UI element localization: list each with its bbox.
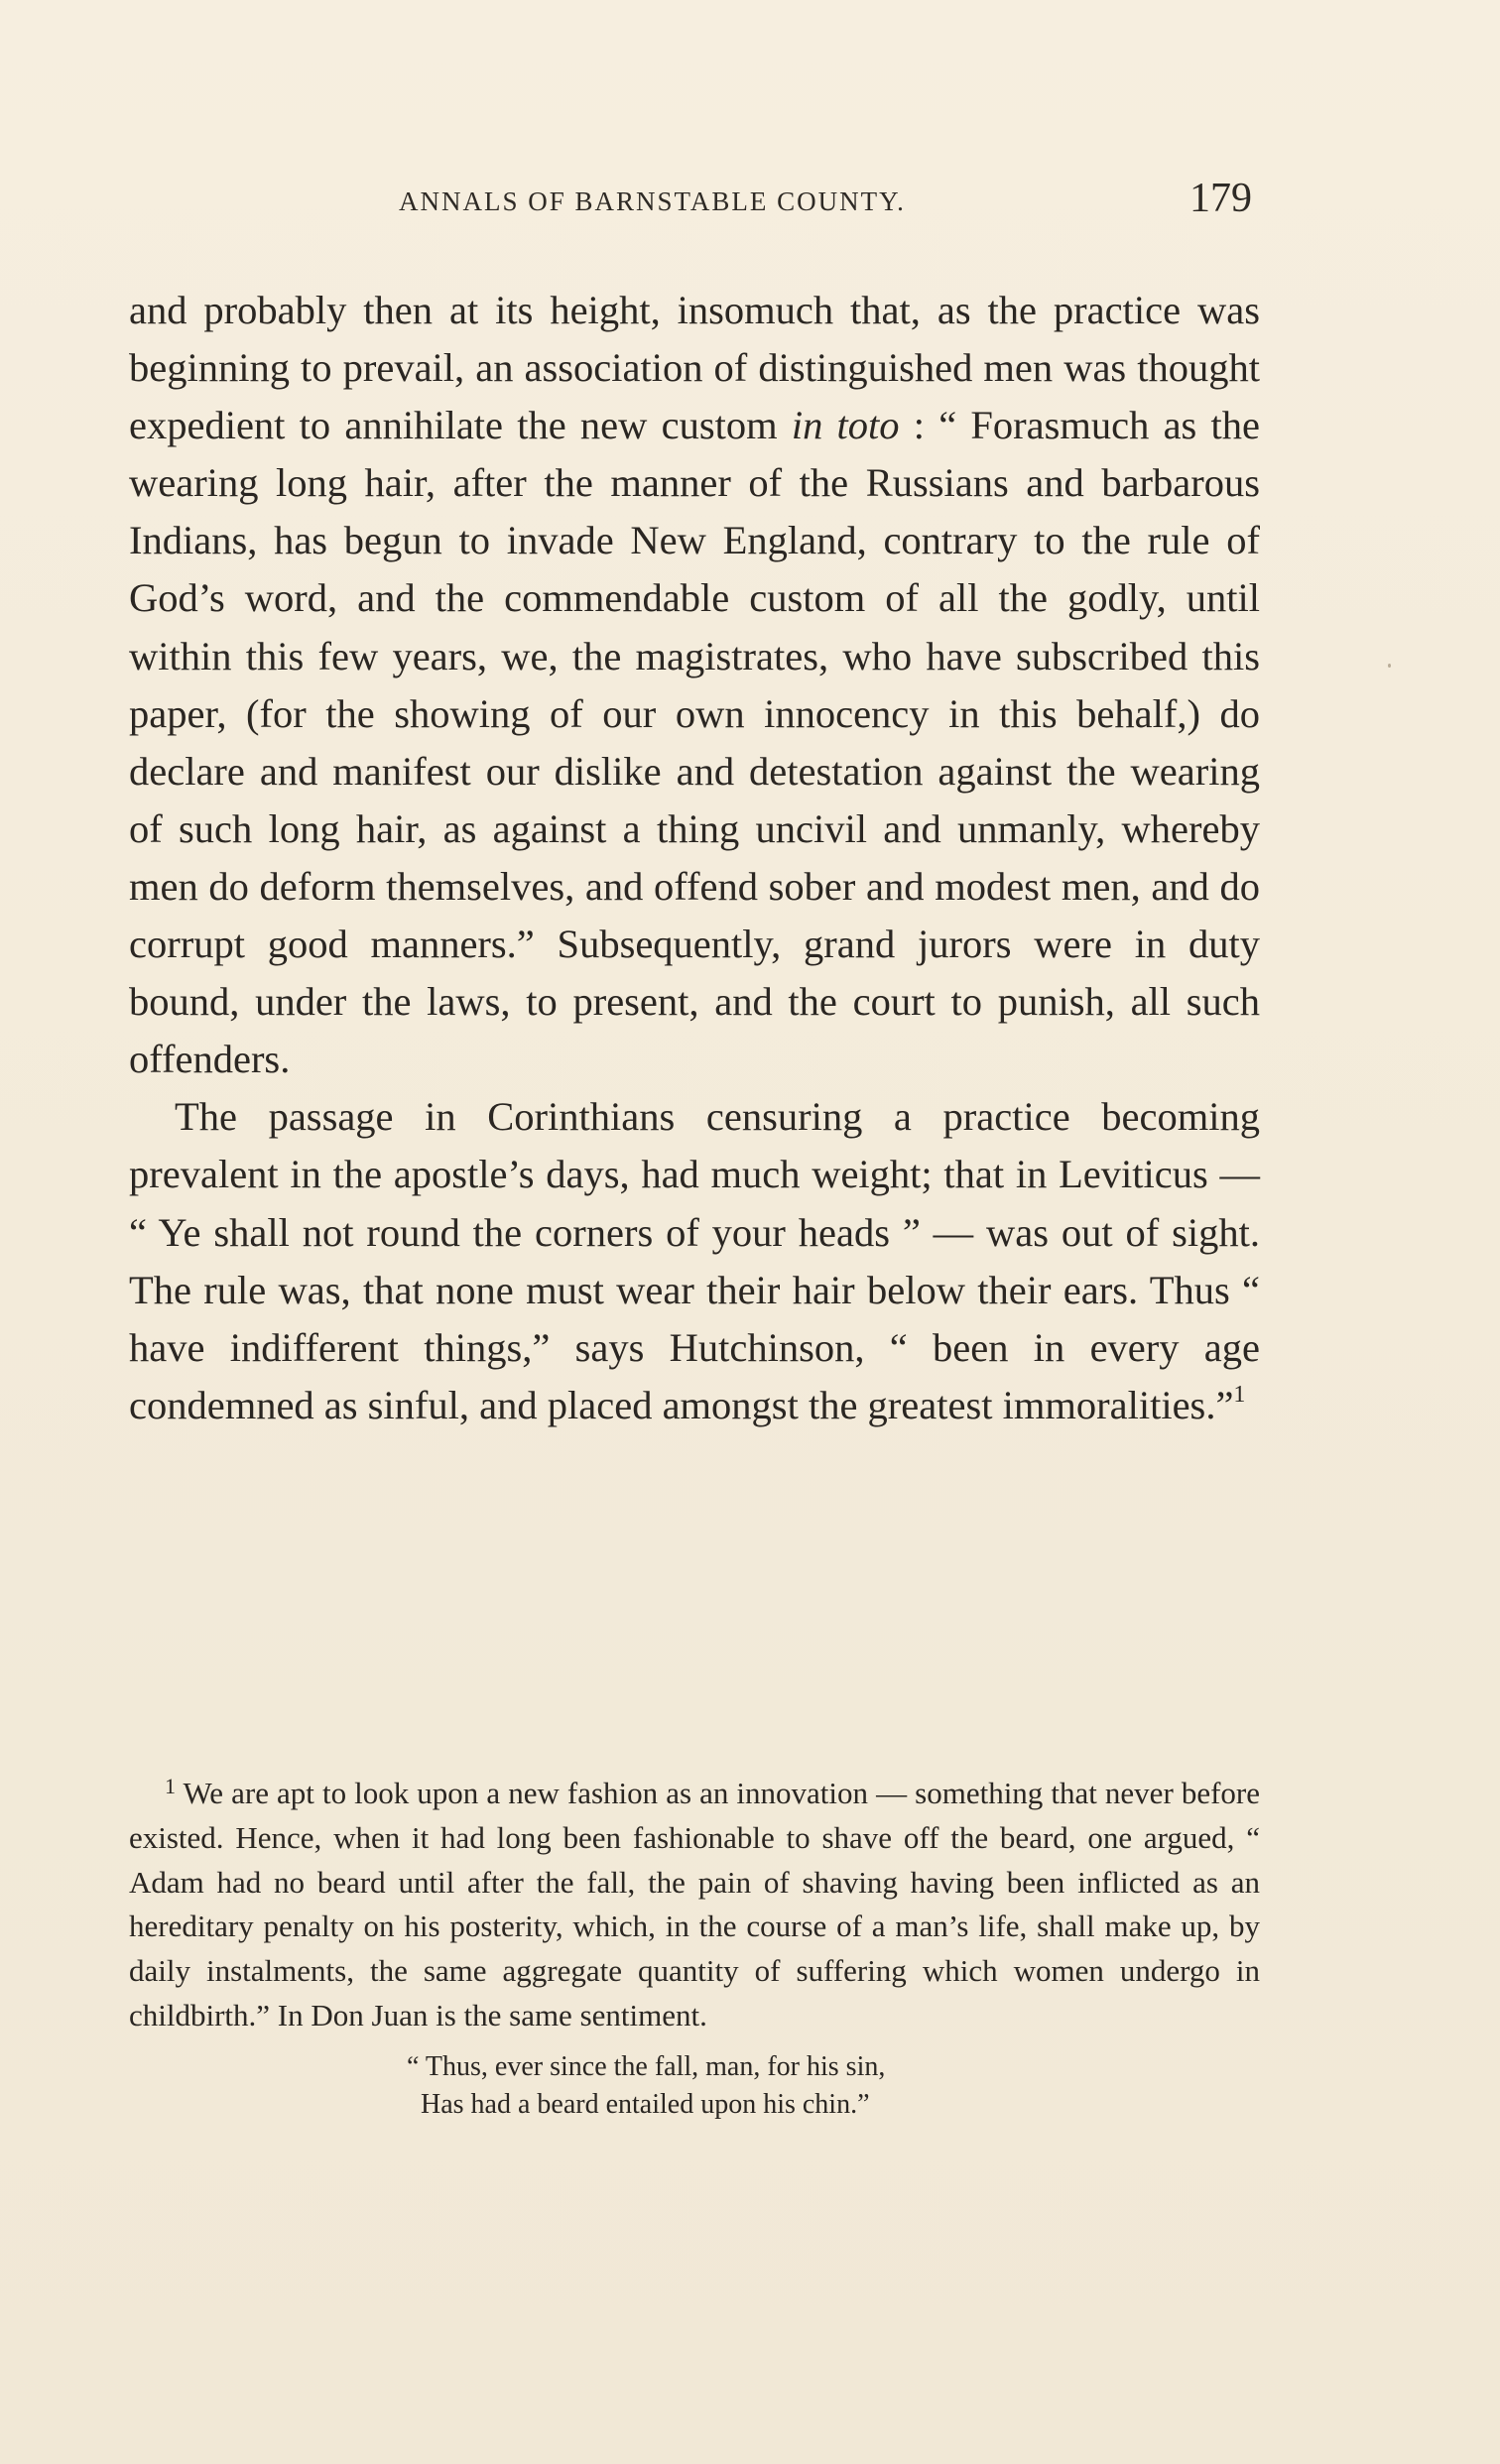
- paper-speck: [1388, 664, 1391, 668]
- footnote-section: [129, 1772, 1260, 2124]
- footnote-1-text: We are apt to look upon a new fashion as an innovation — something that never before existed. Hence, when it had long been fashionable to shave off the beard, one argued, “ Adam had no beard until after the fall, the pain of shaving having been inflicted as an hereditary penalty on his posterity, which, in the course of a man’s life, shall make up, by daily instalments, the same aggregate quantity of suffering which women undergo in childbirth.” In Don Juan is the same sentiment.: [129, 1776, 1260, 2033]
- main-text: [129, 282, 1260, 1434]
- paragraph-2: [129, 1088, 1260, 1434]
- footnote-reference: 1: [1233, 1381, 1246, 1408]
- footnote-1: [129, 1772, 1260, 2038]
- italic-phrase: in toto: [791, 403, 900, 448]
- verse-line-1: “ Thus, ever since the fall, man, for his sin,: [407, 2050, 886, 2082]
- verse-line-2: Has had a beard entailed upon his chin.”: [421, 2088, 870, 2120]
- paragraph-1: [129, 282, 1260, 1088]
- paragraph-1-text-end: : “ Forasmuch as the wearing long hair, after the manner of the Russians and barbarous Indians, has begun to invade New England, contrary to the rule of God’s word, and the commendable custom of all the godly, until within this few years, we, the magistrates, who have subscribed this paper, (for the showing of our own innocency in this behalf,) do declare and manifest our dislike and detestation against the wearing of such long hair, as against a thing uncivil and unmanly, whereby men do deform themselves, and offend sober and modest men, and do corrupt good manners.” Subsequently, grand jurors were in duty bound, under the laws, to present, and the court to punish, all such offenders.: [129, 403, 1260, 1082]
- footnote-mark: 1: [165, 1774, 176, 1798]
- paragraph-1-text-start: and probably then at its height, insomuch that, as the practice was beginning to prevail, an association of distinguished men was thought expedient to annihilate the new custom: [129, 288, 1260, 448]
- page-header: [129, 175, 1258, 234]
- quoted-verse: [129, 2048, 1260, 2124]
- running-head: ANNALS OF BARNSTABLE COUNTY.: [399, 186, 906, 216]
- paragraph-2-text: The passage in Corinthians censuring a practice becoming prevalent in the apostle’s days, had much weight; that in Leviticus — “ Ye shall not round the corners of your heads ” — was out of sight. The rule was, that none must wear their hair below their ears. Thus “ have indifferent things,” says Hutchinson, “ been in every age condemned as sinful, and placed amongst the greatest immoralities.”: [129, 1094, 1260, 1427]
- page-number: 179: [1189, 176, 1252, 221]
